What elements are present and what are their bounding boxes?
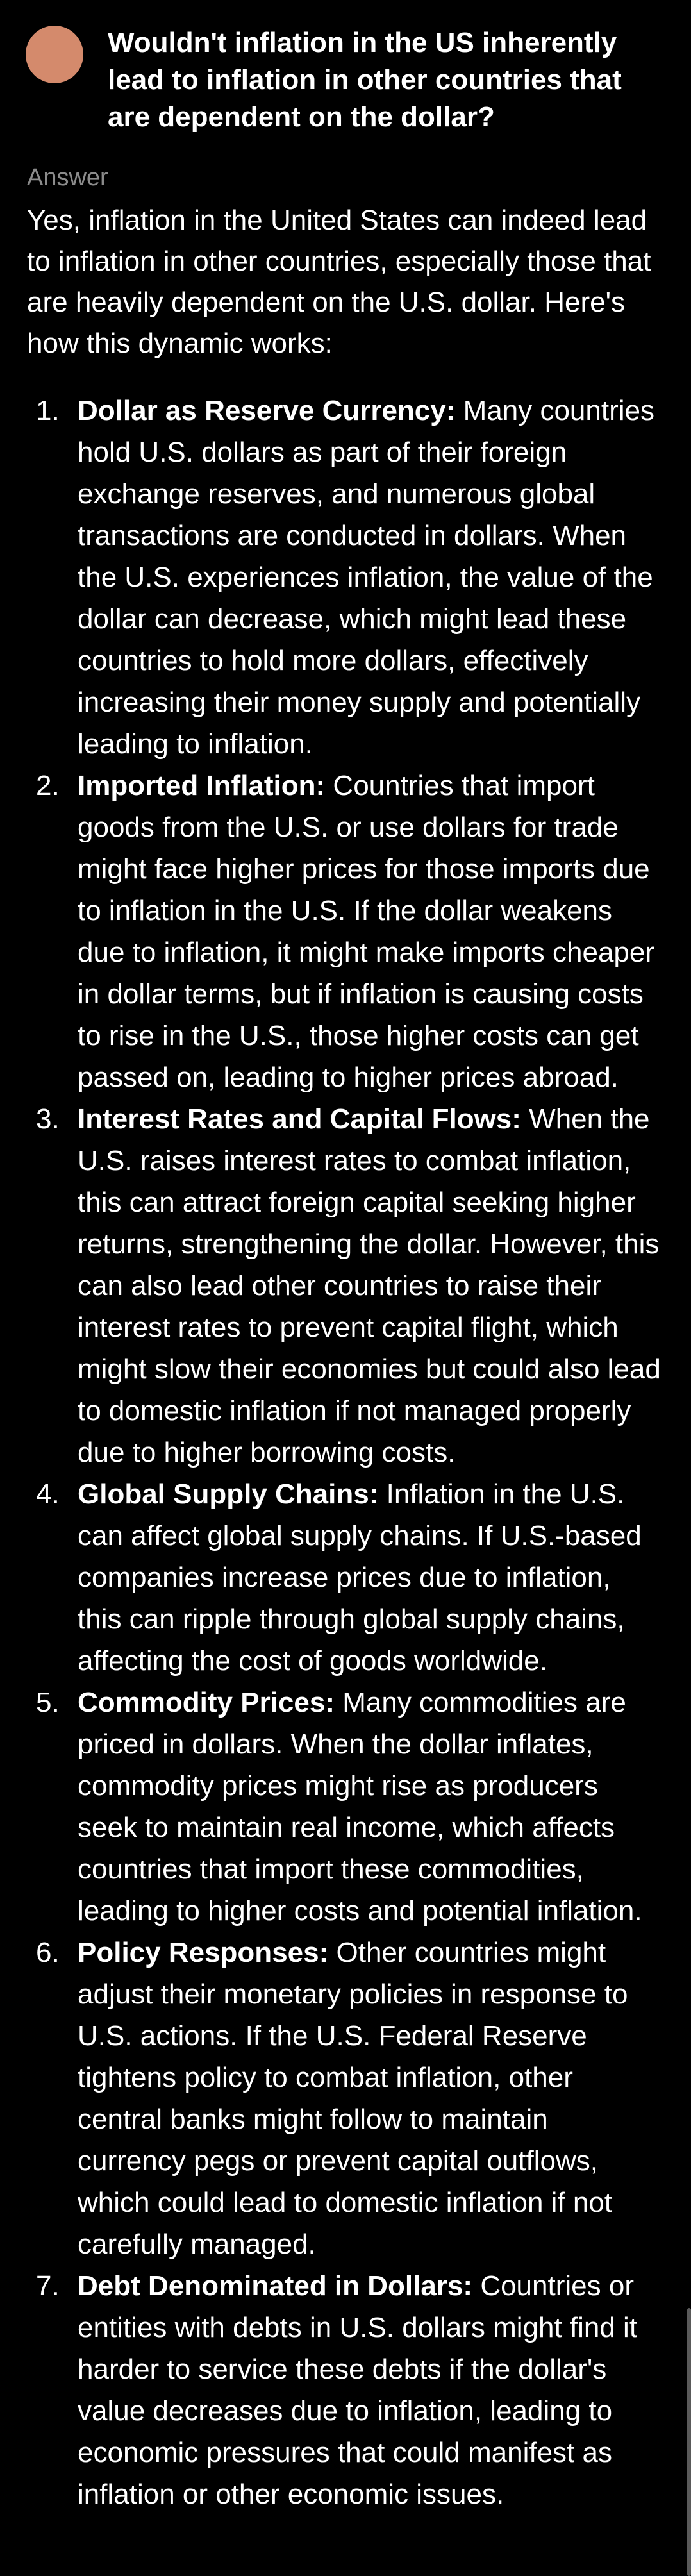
list-item-text: Countries or entities with debts in U.S. dollars might find it harder to service these debts if the dollar's value decreases due to inflation, leading to economic pressures that could manifest as inflation or other economic issues. <box>78 2270 638 2510</box>
list-item-term: Commodity Prices: <box>78 1687 335 1718</box>
list-item-number: 5. <box>36 1687 60 1718</box>
list-item <box>27 765 662 1098</box>
list-item <box>27 2265 662 2515</box>
list-item <box>27 1932 662 2265</box>
list-item-number: 4. <box>36 1478 60 1510</box>
list-item-text: Many countries hold U.S. dollars as part of their foreign exchange reserves, and numerous global transactions are conducted in dollars. When the U.S. experiences inflation, the value of the dollar can decrease, which might lead these countries to hold more dollars, effectively increasing their money supply and potentially leading to inflation. <box>78 395 654 760</box>
answer-label: Answer <box>27 164 108 191</box>
list-item-term: Interest Rates and Capital Flows: <box>78 1103 521 1135</box>
list-item <box>27 1682 662 1932</box>
answer-intro: Yes, inflation in the United States can indeed lead to inflation in other countries, especially those that are heavily dependent on the U.S. dollar. Here's how this dynamic works: <box>27 205 651 359</box>
list-item-number: 7. <box>36 2270 60 2302</box>
list-item-text: Countries that import goods from the U.S. or use dollars for trade might face higher prices for those imports due to inflation in the U.S. If the dollar weakens due to inflation, it might make imports cheaper in dollar terms, but if inflation is causing costs to rise in the U.S., those higher costs can get passed on, leading to higher prices abroad. <box>78 770 655 1093</box>
list-item-number: 2. <box>36 770 60 801</box>
list-item-term: Global Supply Chains: <box>78 1478 379 1510</box>
list-item-number: 3. <box>36 1103 60 1135</box>
list-item-number: 6. <box>36 1937 60 1968</box>
list-item-text: When the U.S. raises interest rates to combat inflation, this can attract foreign capital seeking higher returns, strengthening the dollar. However, this can also lead other countries to raise their interest rates to prevent capital flight, which might slow their economies but could also lead to domestic inflation if not managed properly due to higher borrowing costs. <box>78 1103 661 1468</box>
list-item-text: Many commodities are priced in dollars. When the dollar inflates, commodity prices might rise as producers seek to maintain real income, which affects countries that import these commodities, leading to higher costs and potential inflation. <box>78 1687 642 1927</box>
question-row <box>26 24 667 136</box>
list-item-number: 1. <box>36 395 60 426</box>
list-item <box>27 1098 662 1473</box>
list-item <box>27 1473 662 1682</box>
list-item <box>27 390 662 765</box>
list-item-text: Other countries might adjust their monetary policies in response to U.S. actions. If the U.S. Federal Reserve tightens policy to combat inflation, other central banks might follow to maintain currency pegs or prevent capital outflows, which could lead to domestic inflation if not carefully managed. <box>78 1937 628 2260</box>
question-text: Wouldn't inflation in the US inherently lead to inflation in other countries that are dependent on the dollar? <box>108 27 622 133</box>
answer-list <box>27 390 662 2515</box>
list-item-term: Dollar as Reserve Currency: <box>78 395 456 426</box>
list-item-term: Imported Inflation: <box>78 770 326 801</box>
user-avatar[interactable] <box>26 26 83 83</box>
list-item-text: Inflation in the U.S. can affect global supply chains. If U.S.-based companies increase prices due to inflation, this can ripple through global supply chains, affecting the cost of goods worldwide. <box>78 1478 642 1677</box>
list-item-term: Policy Responses: <box>78 1937 329 1968</box>
list-item-term: Debt Denominated in Dollars: <box>78 2270 473 2302</box>
scrollbar[interactable] <box>687 2308 691 2576</box>
